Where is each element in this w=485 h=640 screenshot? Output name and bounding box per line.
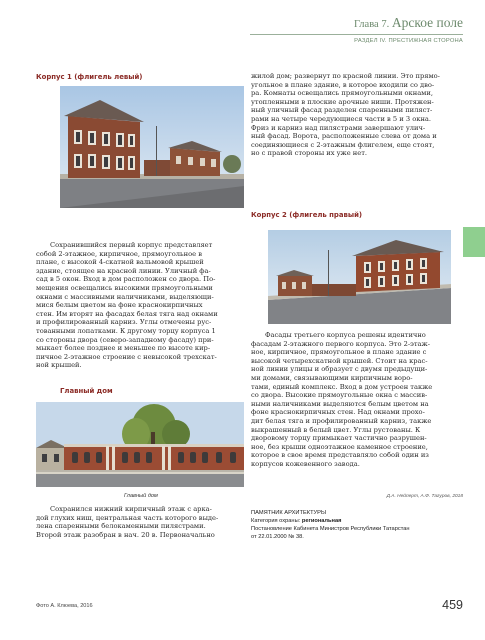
heading-building-1: Корпус 1 (флигель левый)	[36, 73, 143, 81]
page-number: 459	[442, 598, 463, 612]
text-line: со стороны двора (северо-западному фасаду) при-	[36, 335, 214, 344]
monument-decree: Постановление Кабинета Министров Республики Татарстан	[251, 526, 410, 532]
text-line: ное, без крыши одноэтажное каменное строение,	[251, 442, 428, 451]
text-line: ной линии улицы и образует с двумя предыдущи-	[251, 365, 428, 374]
photo-main-house	[36, 402, 244, 487]
text-line: ное, кирпичное, прямоугольное в плане здание с	[251, 348, 427, 357]
text-line: сад в 5 окон. Вход в дом расположен со двора. По-	[36, 275, 216, 284]
text-line: угольное в плане здание, в которое входили со дво-	[251, 80, 435, 89]
footer-photo-credit: Фото А. Клюева, 2016	[36, 603, 93, 609]
text-line: утопленными в плоские арочные ниши. Протяжен-	[251, 97, 434, 106]
text-line: здание, стоящее на красной линии. Уличный фа-	[36, 266, 211, 275]
photo-building-2	[268, 230, 451, 324]
text-line: жилой дом; развернут по красной линии. Это прямо-	[251, 72, 440, 80]
text-line: плане, с высокой 4-скатной вальмовой крышей	[36, 258, 204, 267]
text-line: пичное 2-этажное строение с невысокой трехскат-	[36, 352, 217, 361]
text-line: мыкает более позднее и меньшее по высоте кир-	[36, 344, 211, 353]
paragraph-building-2	[251, 331, 461, 469]
header-divider	[250, 34, 463, 35]
monument-category-label: Категория охраны:	[251, 518, 301, 524]
text-line: которое в свое время представляло собой один из	[251, 451, 429, 460]
monument-category	[251, 517, 461, 525]
text-line: выкрашенный в белый цвет. Углы рустованы. К	[251, 425, 421, 434]
paragraph-main-house-cont	[251, 72, 461, 158]
text-line: и профилированный карниз. Углы отмечены рус-	[36, 318, 212, 327]
chapter-prefix: Глава 7.	[354, 19, 390, 30]
text-line: стен. Им вторят на фасадах белая тяга над окнами	[36, 309, 218, 318]
chapter-tab-marker	[463, 227, 485, 257]
text-line: Сохранился нижний кирпичный этаж с арка-	[50, 505, 212, 513]
monument-decree-date: от 22.01.2000 № 38.	[251, 534, 304, 540]
text-line: лена спаренными белокаменными пилястрами.	[36, 522, 206, 531]
text-line: тами, единый комплекс. Вход в дом устроен также	[251, 382, 433, 391]
text-line: корпусов кожевенного завода.	[251, 459, 360, 468]
heading-building-2: Корпус 2 (флигель правый)	[251, 211, 363, 219]
text-line: дой глухих ниш, центральная часть которого выде-	[36, 513, 219, 522]
text-line: окнами с массивными наличниками, выделяющи-	[36, 292, 214, 301]
text-line: ный фасад. Ворота, расположенные слева от дома и	[251, 132, 437, 141]
chapter-header	[354, 15, 463, 31]
text-line: собой 2-этажное, кирпичное, прямоугольное в	[36, 249, 203, 258]
text-line: мещения освещались высокими прямоугольными	[36, 283, 213, 292]
text-line: но с правой стороны их уже нет.	[251, 149, 368, 158]
photo-building-1	[60, 86, 244, 208]
text-line: мися белым цветом на фоне краснокирпичных	[36, 301, 203, 310]
text-line: Сохранившийся первый корпус представляет	[50, 241, 213, 249]
paragraph-building-1	[36, 241, 245, 370]
text-line: фасадам 2-этажного первого корпуса. Это 2-этаж-	[251, 339, 430, 348]
monument-info	[251, 509, 461, 541]
text-line: Фасады третьего корпуса решены идентично	[265, 331, 426, 339]
chapter-title: Арское поле	[391, 15, 463, 30]
text-line: дит белая тяга и профилированный карниз, также	[251, 416, 432, 425]
section-title: РАЗДЕЛ IV. ПРЕСТИЖНАЯ СТОРОНА	[354, 38, 463, 44]
text-line: высокой четырехскатной крышей. Стоит на крас-	[251, 356, 428, 365]
photo-caption-main-house: Главный дом	[124, 493, 158, 499]
monument-category-value: региональная	[301, 518, 342, 524]
monument-title: ПАМЯТНИК АРХИТЕКТУРЫ	[251, 510, 326, 516]
text-line: ра. Комнаты освещались прямоугольными окнами,	[251, 89, 433, 98]
text-line: ной крышей.	[36, 361, 82, 370]
text-line: ми домами, связывающими кирпичным воро-	[251, 373, 413, 382]
text-line: ный уличный фасад разделен спаренными пиляст-	[251, 106, 433, 115]
text-line: со двора. Высокие прямоугольные окна с массив-	[251, 391, 428, 400]
text-line: ными наличниками выделяются белым цветом на	[251, 399, 429, 408]
heading-main-house: Главный дом	[60, 387, 113, 395]
text-line: рами на четыре чередующиеся части в 5 и 3 окна.	[251, 114, 432, 123]
paragraph-main-house	[36, 505, 245, 539]
text-line: дворовому торцу примыкает частично разрушен-	[251, 434, 427, 443]
text-line: Фриз и карниз над пилястрами завершают улич-	[251, 123, 426, 132]
text-line: тованными лопатками. К другому торцу корпуса 1	[36, 326, 216, 335]
text-line: фоне краснокирпичных стен. Над окнами прохо-	[251, 408, 425, 417]
text-line: Второй этаж разобран в нач. 20 в. Первоначально	[36, 530, 215, 539]
text-line: соединяющиеся с 2-этажным флигелем, еще стоят,	[251, 140, 435, 149]
authors-credit: Д.А. Нейперт, А.Ф. Тагуров, 2018	[386, 494, 463, 499]
